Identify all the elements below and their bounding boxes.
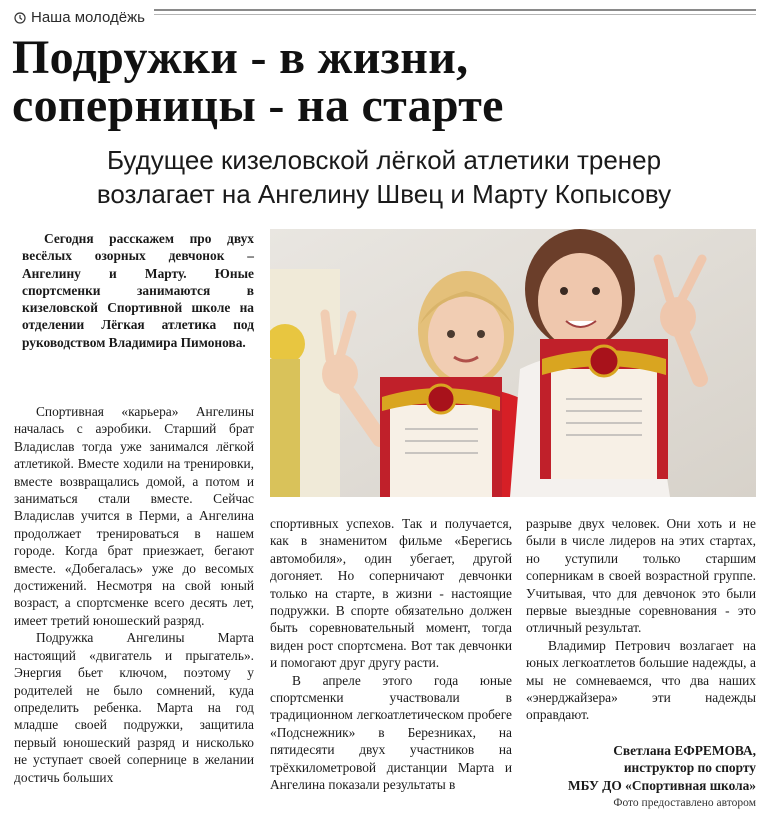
subheadline-line-2: возлагает на Ангелину Швец и Марту Копысову [96, 179, 672, 209]
author-org: МБУ ДО «Спортивная школа» [567, 777, 756, 793]
article-photo [270, 229, 756, 497]
subheadline-line-1: Будущее кизеловской лёгкой атлетики тренер [106, 145, 662, 175]
rubric-rule [154, 9, 756, 11]
article-paragraph: Спортивная «карьера» Ангелины началась с аэробики. Старший брат Владислав тогда уже занимался лёгкой атлетикой. Вместе ходили на тренировки, вместе возвращались домой, а потом и заниматься стали вместе. Сейчас Владислав учится в Перми, а Ангелина продолжает тренироваться в нашем городе. Когда брат приезжает, бегают вместе. «Добегалась» уже до весомых достижений. Несмотря на свой юный возраст, а спортсменке всего десять лет, имеет третий юношеский разряд. [14, 404, 254, 628]
clock-icon [14, 12, 26, 24]
author-signature [526, 742, 756, 794]
certificate-left [380, 377, 502, 497]
author-role: инструктор по спорту [623, 760, 756, 776]
article-paragraph: В апреле этого года юные спортсменки участвовали в традиционном легкоатлетическом пробеге «Подснежник» в Березниках, на пятидесяти двух участников на трёхкилометровой дистанции Марта и Ангелина показали результаты в [270, 672, 512, 793]
article-column-3 [526, 515, 756, 724]
article-column-1 [14, 403, 254, 786]
headline-line-1: Подружки - в жизни, [12, 31, 469, 84]
headline-line-2: соперницы - на старте [12, 79, 504, 132]
lead-paragraph: Сегодня расскажем про двух весёлых озорных девчонок – Ангелину и Марту. Юные спортсменки занимаются в кизеловской Спортивной школе на отделении Лёгкая атлетика под руководством Владимира Пимонова. [22, 231, 254, 350]
photo-credit: Фото предоставлено автором [613, 797, 756, 809]
subheadline [12, 143, 756, 211]
article-paragraph: Владимир Петрович возлагает на юных легкоатлетов большие надежды, а мы не сомневаемся, что два наших «энерджайзера» эти надежды оправдают. [526, 637, 756, 723]
article-paragraph: спортивных успехов. Так и получается, как в знаменитом фильме «Берегись автомобиля», один убегает, другой догоняет. Но соперничают девчонки только на старте, в жизни - настоящие подружки. В спорте обязательно должен быть соревновательный момент, тогда виден рост спортсмена. Вот так девчонки и помогают друг другу расти. [270, 516, 512, 671]
article-column-2 [270, 515, 512, 794]
author-name: Светлана ЕФРЕМОВА, [613, 743, 756, 758]
rubric-rule-thin [154, 14, 756, 15]
headline [12, 31, 756, 132]
article-paragraph: Подружка Ангелины Марта настоящий «двигатель и прыгатель». Энергия бьет ключом, поэтому у родителей не было сомнений, куда определить ребенка. Марта на год младше своей подружки, защитила первый юношеский разряд и нисколько не уступает своей сопернице в желании достичь больших [14, 630, 254, 785]
rubric [14, 9, 145, 26]
article-paragraph: разрыве двух человек. Они хоть и не были в числе лидеров на этих стартах, но уступили только старшим соперникам в своей возрастной группе. Учитывая, что для девчонок это были первые выездные соревнования - это отличный результат. [526, 516, 756, 636]
photo-girls-with-certificates [270, 229, 756, 497]
certificate-right [540, 339, 668, 479]
rubric-label: Наша молодёжь [31, 9, 145, 26]
